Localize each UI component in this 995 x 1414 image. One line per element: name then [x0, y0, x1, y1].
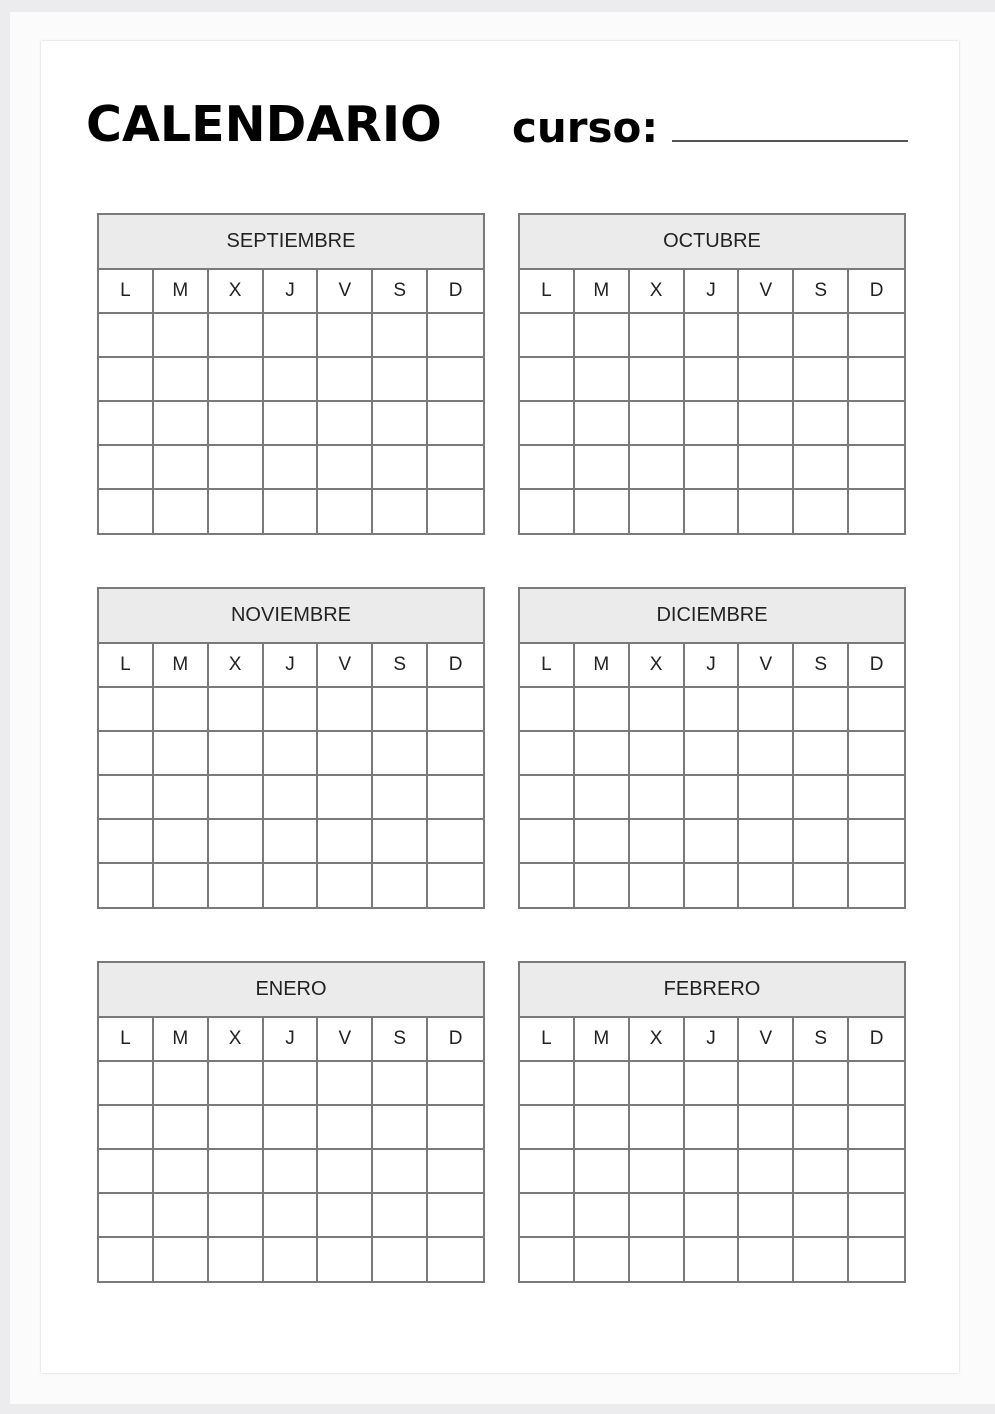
weekday-label: D	[849, 1018, 904, 1062]
day-cell	[520, 1062, 575, 1106]
day-cell	[264, 1150, 319, 1194]
day-cell	[849, 688, 904, 732]
day-cell	[318, 314, 373, 358]
day-cell	[373, 1106, 428, 1150]
day-cell	[264, 446, 319, 490]
day-cell	[630, 1150, 685, 1194]
day-cell	[318, 820, 373, 864]
weekday-label: V	[739, 1018, 794, 1062]
day-cell	[373, 1062, 428, 1106]
day-cell	[630, 1062, 685, 1106]
weekday-label: M	[575, 1018, 630, 1062]
day-cell	[373, 776, 428, 820]
day-cell	[794, 1062, 849, 1106]
month-calendar	[518, 213, 906, 535]
weekday-label: M	[154, 644, 209, 688]
day-cell	[794, 446, 849, 490]
month-name: ENERO	[99, 963, 483, 1018]
day-cell	[209, 446, 264, 490]
day-cell	[794, 732, 849, 776]
day-cell	[794, 402, 849, 446]
day-cell	[318, 446, 373, 490]
day-cell	[264, 820, 319, 864]
day-cell	[318, 688, 373, 732]
day-cell	[209, 490, 264, 534]
day-cell	[520, 358, 575, 402]
day-cell	[264, 732, 319, 776]
day-cell	[849, 864, 904, 908]
day-cell	[428, 776, 483, 820]
month-calendar	[97, 213, 485, 535]
day-cell	[373, 820, 428, 864]
weekday-label: V	[318, 1018, 373, 1062]
day-cell	[520, 402, 575, 446]
weekday-label: L	[99, 644, 154, 688]
month-name: NOVIEMBRE	[99, 589, 483, 644]
day-cell	[318, 402, 373, 446]
day-cell	[373, 490, 428, 534]
day-cell	[575, 446, 630, 490]
day-cell	[373, 732, 428, 776]
day-cell	[575, 820, 630, 864]
day-cell	[428, 820, 483, 864]
weekday-label: M	[154, 1018, 209, 1062]
day-cell	[849, 358, 904, 402]
weekday-label: D	[428, 270, 483, 314]
day-cell	[794, 688, 849, 732]
day-cell	[428, 1150, 483, 1194]
day-cell	[849, 446, 904, 490]
day-cell	[99, 732, 154, 776]
day-cell	[318, 864, 373, 908]
day-cell	[794, 1106, 849, 1150]
day-cell	[428, 314, 483, 358]
day-cell	[520, 732, 575, 776]
day-cell	[630, 776, 685, 820]
day-cell	[264, 1062, 319, 1106]
day-cell	[520, 314, 575, 358]
day-cell	[373, 1238, 428, 1282]
day-cell	[575, 1106, 630, 1150]
course-label: curso:	[512, 103, 659, 152]
day-cell	[99, 1150, 154, 1194]
day-cell	[209, 1238, 264, 1282]
day-cell	[685, 358, 740, 402]
day-cell	[575, 688, 630, 732]
day-cell	[739, 776, 794, 820]
weekday-label: D	[428, 644, 483, 688]
day-cell	[575, 314, 630, 358]
day-cell	[630, 1238, 685, 1282]
day-cell	[739, 358, 794, 402]
day-cell	[99, 358, 154, 402]
weekday-label: J	[685, 1018, 740, 1062]
day-cell	[685, 820, 740, 864]
month-grid	[99, 270, 483, 533]
weekday-label: V	[739, 270, 794, 314]
month-name: OCTUBRE	[520, 215, 904, 270]
weekday-label: X	[209, 644, 264, 688]
day-cell	[630, 402, 685, 446]
day-cell	[794, 358, 849, 402]
day-cell	[209, 776, 264, 820]
day-cell	[209, 1106, 264, 1150]
day-cell	[209, 402, 264, 446]
day-cell	[264, 490, 319, 534]
day-cell	[739, 446, 794, 490]
weekday-label: D	[849, 644, 904, 688]
day-cell	[318, 732, 373, 776]
day-cell	[520, 1150, 575, 1194]
weekday-label: S	[373, 270, 428, 314]
day-cell	[685, 1238, 740, 1282]
day-cell	[373, 1150, 428, 1194]
day-cell	[685, 490, 740, 534]
day-cell	[739, 1062, 794, 1106]
day-cell	[154, 1062, 209, 1106]
day-cell	[685, 688, 740, 732]
day-cell	[520, 1106, 575, 1150]
weekday-label: X	[630, 270, 685, 314]
day-cell	[739, 314, 794, 358]
day-cell	[849, 402, 904, 446]
day-cell	[794, 864, 849, 908]
day-cell	[318, 1194, 373, 1238]
day-cell	[849, 1106, 904, 1150]
day-cell	[685, 402, 740, 446]
day-cell	[154, 402, 209, 446]
weekday-label: L	[99, 1018, 154, 1062]
day-cell	[264, 776, 319, 820]
day-cell	[520, 1238, 575, 1282]
month-name: FEBRERO	[520, 963, 904, 1018]
day-cell	[849, 314, 904, 358]
day-cell	[318, 1062, 373, 1106]
day-cell	[99, 402, 154, 446]
day-cell	[849, 1238, 904, 1282]
weekday-label: X	[209, 270, 264, 314]
day-cell	[630, 446, 685, 490]
day-cell	[630, 732, 685, 776]
day-cell	[318, 1150, 373, 1194]
day-cell	[99, 314, 154, 358]
day-cell	[209, 688, 264, 732]
day-cell	[428, 1106, 483, 1150]
day-cell	[575, 776, 630, 820]
day-cell	[794, 820, 849, 864]
weekday-label: J	[264, 1018, 319, 1062]
day-cell	[520, 776, 575, 820]
day-cell	[99, 820, 154, 864]
day-cell	[264, 688, 319, 732]
month-grid	[520, 1018, 904, 1281]
day-cell	[318, 776, 373, 820]
day-cell	[794, 314, 849, 358]
day-cell	[209, 314, 264, 358]
day-cell	[99, 446, 154, 490]
day-cell	[794, 1194, 849, 1238]
day-cell	[428, 402, 483, 446]
day-cell	[520, 688, 575, 732]
month-calendar	[518, 587, 906, 909]
day-cell	[209, 1150, 264, 1194]
day-cell	[373, 402, 428, 446]
month-name: SEPTIEMBRE	[99, 215, 483, 270]
weekday-label: X	[209, 1018, 264, 1062]
day-cell	[154, 1238, 209, 1282]
weekday-label: D	[849, 270, 904, 314]
course-write-line	[672, 140, 908, 142]
weekday-label: J	[264, 270, 319, 314]
day-cell	[575, 358, 630, 402]
day-cell	[575, 732, 630, 776]
day-cell	[428, 864, 483, 908]
day-cell	[99, 1106, 154, 1150]
day-cell	[99, 688, 154, 732]
day-cell	[264, 358, 319, 402]
day-cell	[154, 776, 209, 820]
day-cell	[154, 688, 209, 732]
day-cell	[685, 314, 740, 358]
day-cell	[209, 820, 264, 864]
day-cell	[264, 1106, 319, 1150]
day-cell	[428, 1062, 483, 1106]
day-cell	[685, 1106, 740, 1150]
day-cell	[428, 732, 483, 776]
day-cell	[630, 490, 685, 534]
day-cell	[630, 688, 685, 732]
weekday-label: M	[154, 270, 209, 314]
day-cell	[849, 776, 904, 820]
day-cell	[264, 314, 319, 358]
month-grid	[520, 644, 904, 907]
day-cell	[739, 1238, 794, 1282]
day-cell	[264, 1194, 319, 1238]
day-cell	[575, 490, 630, 534]
day-cell	[264, 1238, 319, 1282]
day-cell	[685, 1150, 740, 1194]
month-calendar	[97, 587, 485, 909]
day-cell	[739, 1106, 794, 1150]
weekday-label: S	[373, 644, 428, 688]
day-cell	[318, 1106, 373, 1150]
day-cell	[373, 314, 428, 358]
day-cell	[209, 358, 264, 402]
day-cell	[794, 776, 849, 820]
weekday-label: S	[794, 1018, 849, 1062]
day-cell	[428, 1238, 483, 1282]
day-cell	[739, 732, 794, 776]
month-grid	[99, 644, 483, 907]
weekday-label: J	[264, 644, 319, 688]
weekday-label: S	[373, 1018, 428, 1062]
day-cell	[154, 446, 209, 490]
day-cell	[739, 688, 794, 732]
day-cell	[373, 688, 428, 732]
day-cell	[154, 1194, 209, 1238]
day-cell	[264, 864, 319, 908]
weekday-label: L	[520, 1018, 575, 1062]
day-cell	[520, 446, 575, 490]
day-cell	[264, 402, 319, 446]
day-cell	[575, 402, 630, 446]
day-cell	[575, 1238, 630, 1282]
day-cell	[630, 1194, 685, 1238]
day-cell	[99, 1194, 154, 1238]
day-cell	[428, 688, 483, 732]
month-name: DICIEMBRE	[520, 589, 904, 644]
day-cell	[739, 490, 794, 534]
day-cell	[520, 820, 575, 864]
day-cell	[154, 490, 209, 534]
day-cell	[154, 864, 209, 908]
weekday-label: L	[99, 270, 154, 314]
day-cell	[849, 732, 904, 776]
day-cell	[849, 1194, 904, 1238]
weekday-label: V	[739, 644, 794, 688]
day-cell	[685, 864, 740, 908]
weekday-label: M	[575, 270, 630, 314]
day-cell	[630, 314, 685, 358]
day-cell	[154, 1106, 209, 1150]
month-grid	[99, 1018, 483, 1281]
day-cell	[209, 1194, 264, 1238]
day-cell	[794, 490, 849, 534]
month-calendar	[97, 961, 485, 1283]
day-cell	[99, 776, 154, 820]
day-cell	[794, 1238, 849, 1282]
day-cell	[630, 1106, 685, 1150]
day-cell	[428, 446, 483, 490]
day-cell	[739, 1194, 794, 1238]
day-cell	[685, 1194, 740, 1238]
day-cell	[849, 1062, 904, 1106]
day-cell	[318, 1238, 373, 1282]
day-cell	[373, 1194, 428, 1238]
weekday-label: S	[794, 644, 849, 688]
weekday-label: M	[575, 644, 630, 688]
weekday-label: X	[630, 1018, 685, 1062]
weekday-label: J	[685, 270, 740, 314]
weekday-label: D	[428, 1018, 483, 1062]
day-cell	[630, 864, 685, 908]
day-cell	[630, 820, 685, 864]
day-cell	[739, 402, 794, 446]
day-cell	[209, 732, 264, 776]
day-cell	[428, 490, 483, 534]
day-cell	[428, 1194, 483, 1238]
day-cell	[575, 1062, 630, 1106]
day-cell	[575, 1194, 630, 1238]
day-cell	[99, 864, 154, 908]
weekday-label: L	[520, 644, 575, 688]
month-grid	[520, 270, 904, 533]
day-cell	[154, 732, 209, 776]
day-cell	[739, 864, 794, 908]
day-cell	[154, 358, 209, 402]
page-title: CALENDARIO	[86, 96, 442, 153]
day-cell	[209, 1062, 264, 1106]
day-cell	[99, 490, 154, 534]
weekday-label: V	[318, 270, 373, 314]
day-cell	[520, 864, 575, 908]
day-cell	[739, 1150, 794, 1194]
day-cell	[428, 358, 483, 402]
day-cell	[849, 820, 904, 864]
day-cell	[154, 820, 209, 864]
day-cell	[575, 864, 630, 908]
day-cell	[849, 490, 904, 534]
day-cell	[685, 732, 740, 776]
weekday-label: L	[520, 270, 575, 314]
day-cell	[794, 1150, 849, 1194]
day-cell	[318, 358, 373, 402]
day-cell	[520, 490, 575, 534]
day-cell	[154, 314, 209, 358]
day-cell	[99, 1062, 154, 1106]
day-cell	[685, 776, 740, 820]
day-cell	[575, 1150, 630, 1194]
day-cell	[849, 1150, 904, 1194]
day-cell	[99, 1238, 154, 1282]
month-calendar	[518, 961, 906, 1283]
day-cell	[373, 358, 428, 402]
day-cell	[373, 446, 428, 490]
weekday-label: X	[630, 644, 685, 688]
day-cell	[209, 864, 264, 908]
weekday-label: S	[794, 270, 849, 314]
day-cell	[685, 1062, 740, 1106]
day-cell	[630, 358, 685, 402]
day-cell	[520, 1194, 575, 1238]
day-cell	[373, 864, 428, 908]
day-cell	[154, 1150, 209, 1194]
day-cell	[739, 820, 794, 864]
weekday-label: V	[318, 644, 373, 688]
day-cell	[318, 490, 373, 534]
day-cell	[685, 446, 740, 490]
weekday-label: J	[685, 644, 740, 688]
